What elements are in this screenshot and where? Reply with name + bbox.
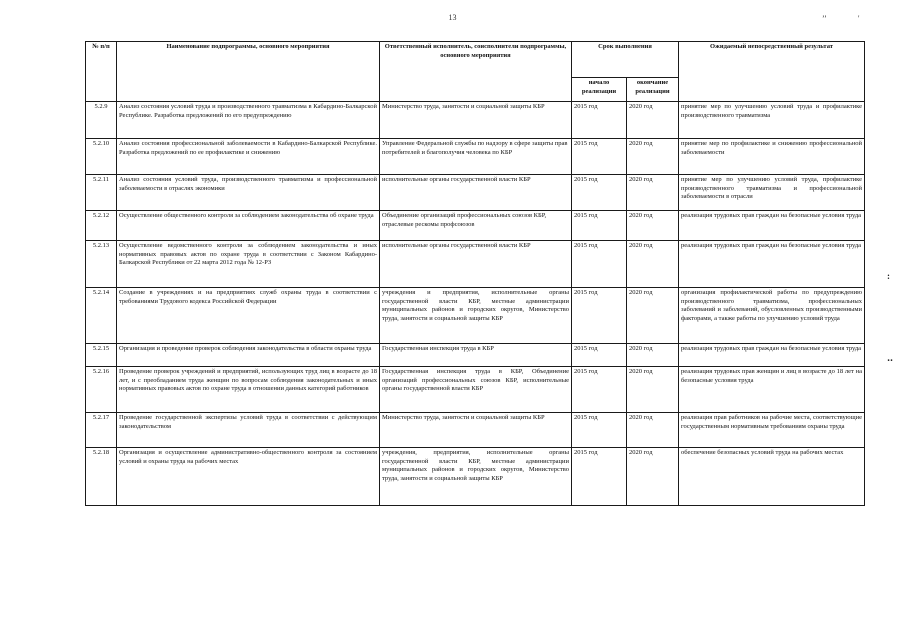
row-executor: Объединение организаций профессиональных союзов КБР, отраслевые рескомы профсоюзов	[380, 211, 572, 241]
row-executor: Министерство труда, занятости и социальной защиты КБР	[380, 413, 572, 448]
row-result: принятие мер по улучшению условий труда и профилактике производственного травматизма	[679, 102, 865, 139]
header-result: Ожидаемый непосредственный результат	[679, 42, 865, 102]
row-num: 5.2.13	[86, 241, 117, 288]
row-executor: исполнительные органы государственной власти КБР	[380, 175, 572, 211]
row-result: организация профилактической работы по предупреждению производственного травматизма, профессиональных заболеваний и заболеваний, обусловленных производственными факторами, а также работы по улучшению условий труда	[679, 288, 865, 344]
row-end: 2020 год	[627, 367, 679, 413]
scan-mark: '	[858, 14, 860, 23]
scan-mark: :	[887, 271, 890, 281]
row-start: 2015 год	[572, 413, 627, 448]
table-row	[86, 367, 865, 413]
row-name: Проведение государственной экспертизы условий труда в соответствии с действующим законодательством	[117, 413, 380, 448]
row-end: 2020 год	[627, 139, 679, 175]
row-name: Осуществление общественного контроля за соблюдением законодательства об охране труда	[117, 211, 380, 241]
row-executor: исполнительные органы государственной власти КБР	[380, 241, 572, 288]
row-end: 2020 год	[627, 175, 679, 211]
row-name: Организация и осуществление административно-общественного контроля за состоянием условий и охраны труда на рабочих местах	[117, 448, 380, 506]
row-num: 5.2.11	[86, 175, 117, 211]
page-number: 13	[448, 13, 457, 22]
scan-mark: ’’	[822, 14, 827, 23]
row-end: 2020 год	[627, 288, 679, 344]
row-executor: Управление Федеральной службы по надзору в сфере защиты прав потребителей и благополучия человека по КБР	[380, 139, 572, 175]
table-row	[86, 344, 865, 367]
row-result: реализация трудовых прав женщин и лиц в возрасте до 18 лет на безопасные условия труда	[679, 367, 865, 413]
row-executor: Министерство труда, занятости и социальной защиты КБР	[380, 102, 572, 139]
header-name: Наименование подпрограммы, основного мероприятия	[117, 42, 380, 102]
scan-mark: ‥	[887, 353, 894, 363]
row-result: реализация трудовых прав граждан на безопасные условия труда	[679, 241, 865, 288]
row-result: обеспечение безопасных условий труда на рабочих местах	[679, 448, 865, 506]
row-num: 5.2.17	[86, 413, 117, 448]
row-executor: Государственная инспекция труда в КБР	[380, 344, 572, 367]
row-end: 2020 год	[627, 102, 679, 139]
row-start: 2015 год	[572, 211, 627, 241]
row-name: Анализ состояния условий труда, производственного травматизма и профессиональной заболеваемости в отраслях экономики	[117, 175, 380, 211]
table-header	[86, 42, 865, 102]
row-end: 2020 год	[627, 241, 679, 288]
row-result: реализация прав работников на рабочие места, соответствующие государственным нормативным требованиям охраны труда	[679, 413, 865, 448]
row-name: Создание в учреждениях и на предприятиях служб охраны труда в соответствии с требованиями Трудового кодекса Российской Федерации	[117, 288, 380, 344]
table-body	[86, 102, 865, 506]
row-start: 2015 год	[572, 139, 627, 175]
table-row	[86, 102, 865, 139]
row-end: 2020 год	[627, 211, 679, 241]
row-result: реализация трудовых прав граждан на безопасные условия труда	[679, 211, 865, 241]
header-num: № п/п	[86, 42, 117, 102]
row-start: 2015 год	[572, 367, 627, 413]
row-start: 2015 год	[572, 448, 627, 506]
header-term-end: окончание реализации	[627, 78, 679, 102]
row-name: Анализ состояния условий труда и производственного травматизма в Кабардино-Балкарской Республике. Разработка предложений по его предупреждению	[117, 102, 380, 139]
row-name: Осуществление ведомственного контроля за соблюдением законодательства и иных нормативных правовых актов по охране труда в соответствии с Законом Кабардино-Балкарской Республики от 22 марта 2012 года № 12-РЗ	[117, 241, 380, 288]
table-row	[86, 448, 865, 506]
row-executor: учреждения, предприятия, исполнительные органы государственной власти КБР, местные администрации муниципальных районов и городских округов, Министерство труда, занятости и социальной защиты КБР	[380, 448, 572, 506]
row-executor: Государственная инспекция труда в КБР, Объединение организаций профессиональных союзов КБР, исполнительные органы государственной власти КБР	[380, 367, 572, 413]
row-name: Организация и проведение проверок соблюдения законодательства в области охраны труда	[117, 344, 380, 367]
row-start: 2015 год	[572, 344, 627, 367]
row-name: Анализ состояния профессиональной заболеваемости в Кабардино-Балкарской Республике. Разработка предложений по ее профилактике и снижению	[117, 139, 380, 175]
row-end: 2020 год	[627, 448, 679, 506]
table-row	[86, 288, 865, 344]
row-num: 5.2.14	[86, 288, 117, 344]
header-term-start: начало реализации	[572, 78, 627, 102]
header-term: Срок выполнения	[572, 42, 679, 78]
row-num: 5.2.9	[86, 102, 117, 139]
row-start: 2015 год	[572, 241, 627, 288]
row-num: 5.2.16	[86, 367, 117, 413]
table-row	[86, 241, 865, 288]
row-result: принятие мер по профилактике и снижению профессиональной заболеваемости	[679, 139, 865, 175]
row-end: 2020 год	[627, 413, 679, 448]
row-start: 2015 год	[572, 288, 627, 344]
row-end: 2020 год	[627, 344, 679, 367]
row-num: 5.2.15	[86, 344, 117, 367]
row-num: 5.2.10	[86, 139, 117, 175]
row-start: 2015 год	[572, 175, 627, 211]
header-executor: Ответственный исполнитель, соисполнители подпрограммы, основного мероприятия	[380, 42, 572, 102]
program-table	[85, 41, 865, 506]
table-row	[86, 211, 865, 241]
table-row	[86, 139, 865, 175]
row-num: 5.2.12	[86, 211, 117, 241]
row-result: реализация трудовых прав граждан на безопасные условия труда	[679, 344, 865, 367]
row-result: принятие мер по улучшению условий труда, профилактике производственного травматизма и профессиональной заболеваемости в отрасли	[679, 175, 865, 211]
table-row	[86, 175, 865, 211]
row-executor: учреждения и предприятия, исполнительные органы государственной власти КБР, местные администрации муниципальных районов и городских округов, Министерство труда, занятости и социальной защиты КБР	[380, 288, 572, 344]
row-num: 5.2.18	[86, 448, 117, 506]
row-start: 2015 год	[572, 102, 627, 139]
row-name: Проведение проверок учреждений и предприятий, использующих труд лиц в возрасте до 18 лет, и с преобладанием труда женщин по вопросам соблюдения законодательных и иных нормативных правовых актов по охране труда в отношении данных категорий работников	[117, 367, 380, 413]
table-row	[86, 413, 865, 448]
